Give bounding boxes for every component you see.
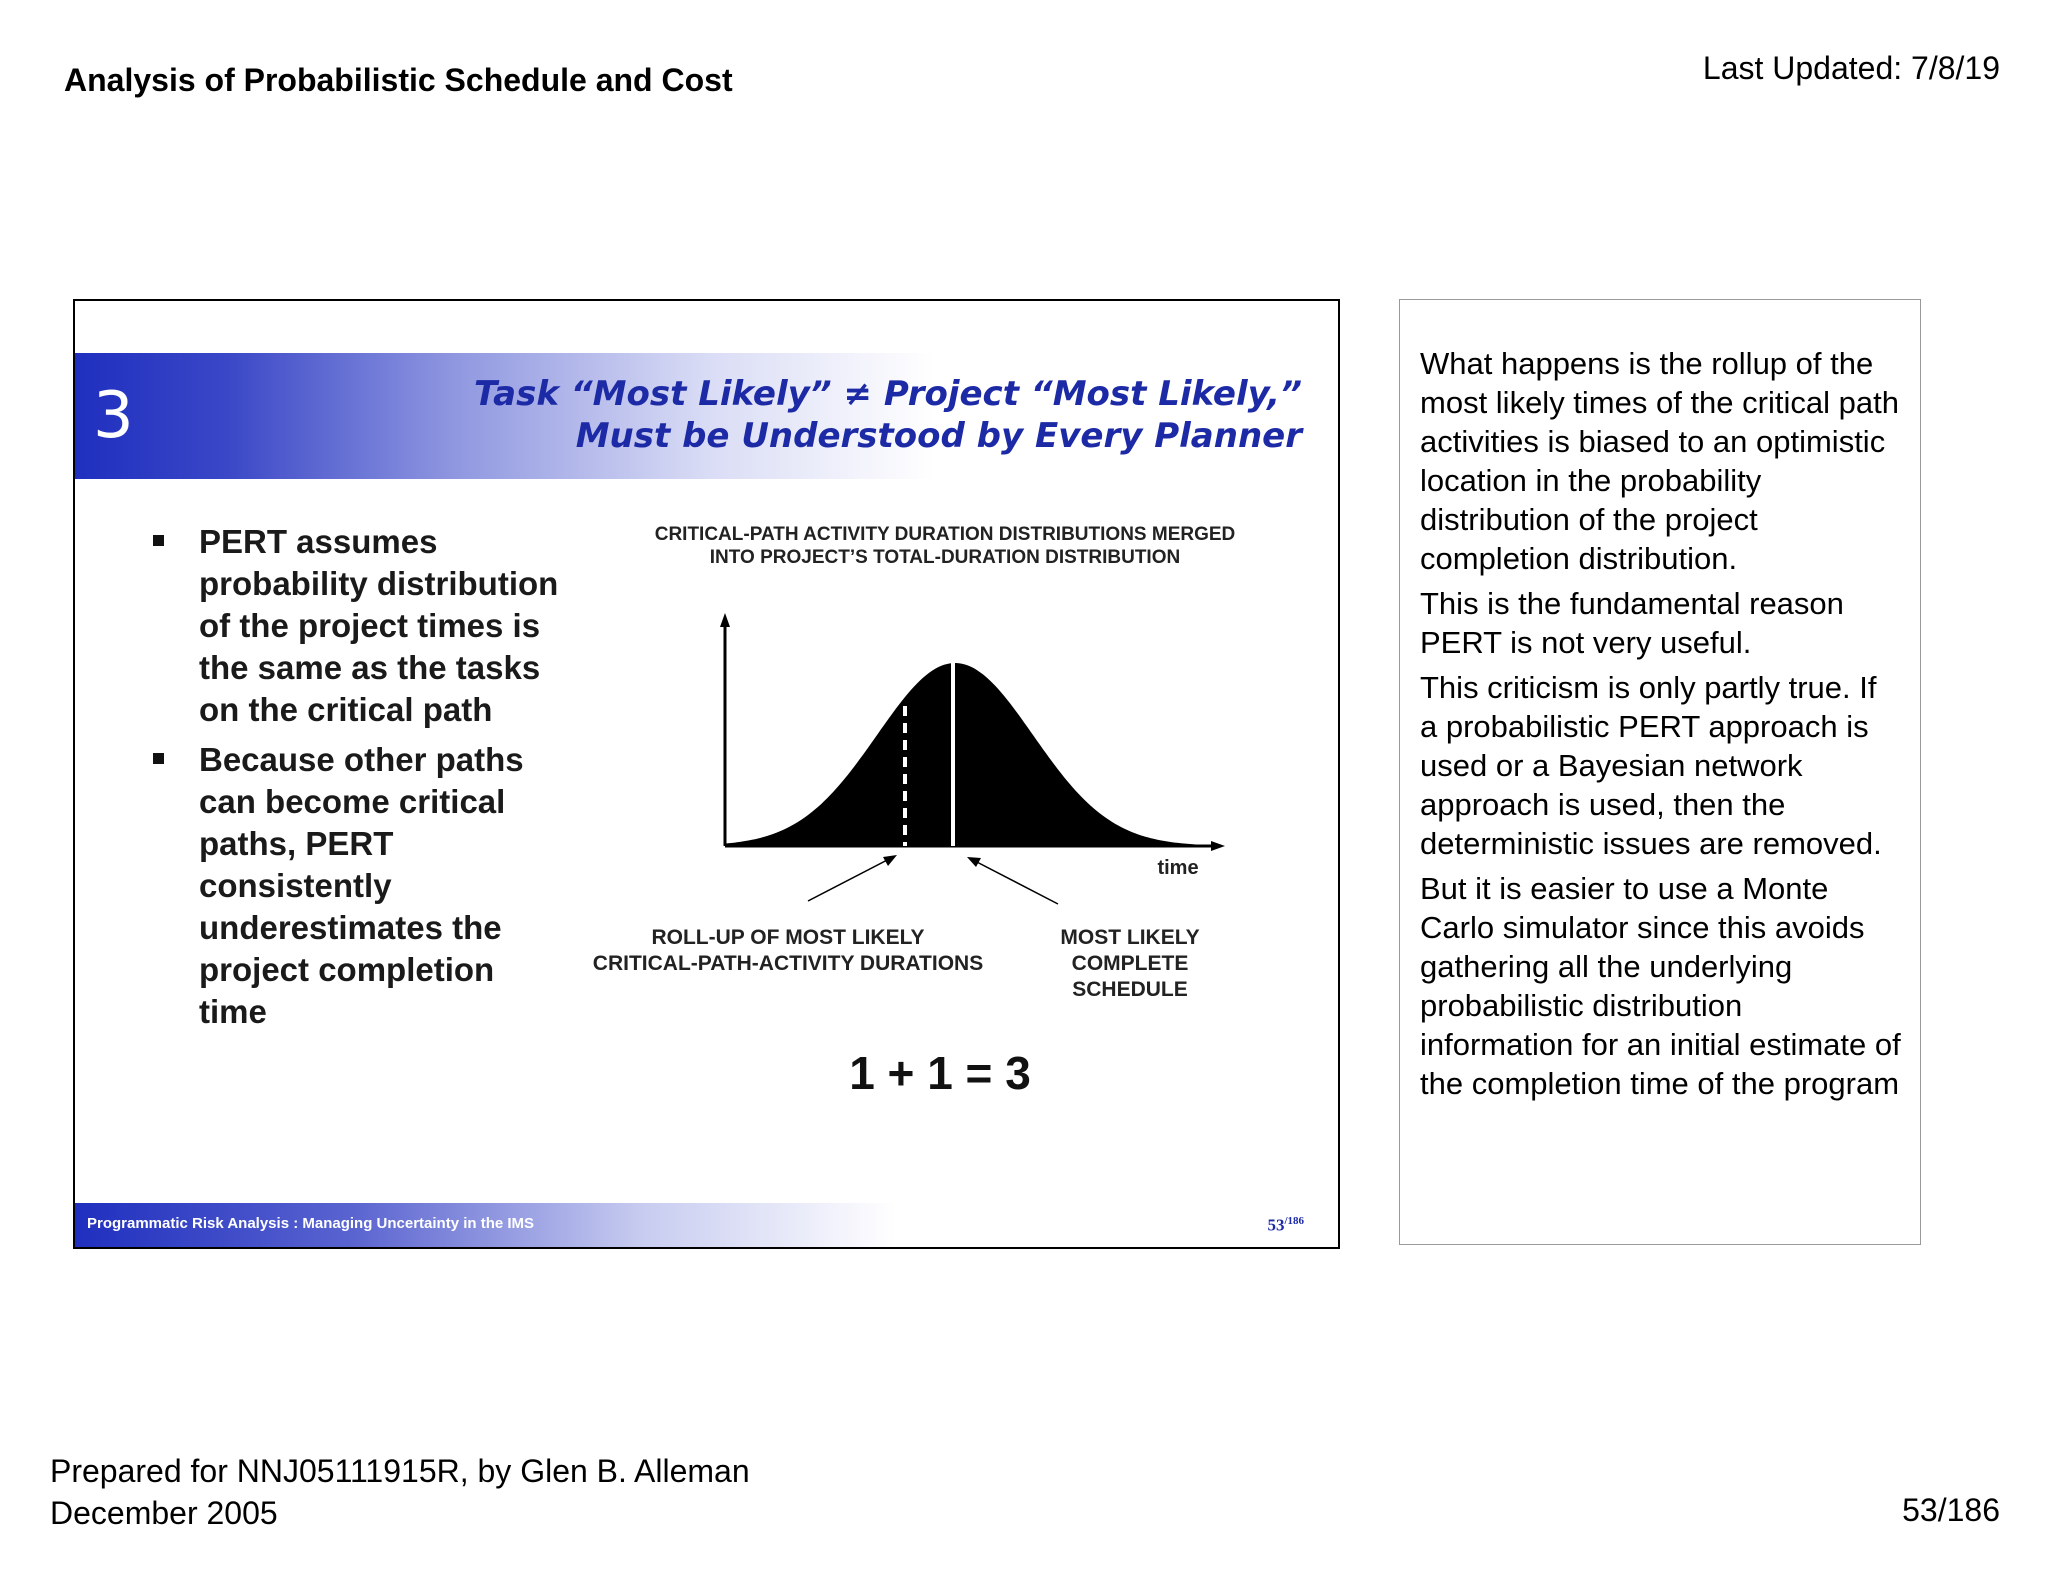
- slide-page-number: [1267, 1215, 1304, 1236]
- slide-page-current: 53: [1267, 1215, 1285, 1235]
- slide-image: [73, 299, 1340, 1249]
- slide-bullet-1-text: PERT assumes probability distribution of the project times is the same as the tasks on the critical path: [199, 523, 559, 728]
- chart-caption-line-1: CRITICAL-PATH ACTIVITY DURATION DISTRIBUTIONS MERGED: [654, 524, 1236, 545]
- slide-bullet-2-text: Because other paths can become critical paths, PERT consistently underestimates the project completion time: [199, 741, 524, 1030]
- document-title: Analysis of Probabilistic Schedule and Cost: [64, 62, 733, 98]
- rollup-label-line-2: CRITICAL-PATH-ACTIVITY DURATIONS: [592, 952, 984, 975]
- slide-footer-text: Programmatic Risk Analysis : Managing Uncertainty in the IMS: [87, 1215, 535, 1232]
- slide-title-line-2: Must be Understood by Every Planner: [575, 416, 1302, 456]
- page-number: 53/186: [1902, 1492, 2000, 1528]
- most-likely-pointer-line: [973, 860, 1058, 904]
- slide-title-line-1: Task “Most Likely” ≠ Project “Most Likely,”: [473, 374, 1302, 414]
- slide-section-number: 3: [93, 379, 134, 453]
- notes-paragraph-4: But it is easier to use a Monte Carlo simulator since this avoids gathering all the underlying probabilistic distribution information for an initial estimate of the completion time of the program: [1420, 871, 1901, 1101]
- notes-panel: [1399, 299, 1921, 1245]
- distribution-diagram: [75, 301, 1338, 1247]
- notes-paragraph-2: This is the fundamental reason PERT is not very useful.: [1420, 586, 1844, 660]
- y-axis-arrowhead: [720, 613, 730, 627]
- rollup-label-line-1: ROLL-UP OF MOST LIKELY: [651, 926, 925, 949]
- x-axis-label: time: [1157, 857, 1199, 879]
- most-likely-label-line-3: SCHEDULE: [1072, 978, 1188, 1001]
- x-axis-arrowhead: [1211, 841, 1225, 851]
- rollup-pointer-arrowhead: [883, 855, 897, 866]
- most-likely-pointer-arrowhead: [967, 857, 981, 867]
- last-updated: Last Updated: 7/8/19: [1702, 50, 2000, 86]
- rollup-pointer-line: [808, 857, 893, 901]
- most-likely-label-line-1: MOST LIKELY: [1060, 926, 1200, 949]
- chart-caption-line-2: INTO PROJECT’S TOTAL-DURATION DISTRIBUTION: [709, 547, 1181, 568]
- rollup-label: [563, 925, 1013, 977]
- most-likely-label-line-2: COMPLETE: [1071, 952, 1189, 975]
- prepared-by-line-2: December 2005: [50, 1495, 278, 1531]
- bell-curve: [725, 663, 1205, 846]
- slide-footer-bar: [75, 1203, 1338, 1247]
- slide-page-total: /186: [1284, 1215, 1304, 1227]
- prepared-by: [50, 1450, 750, 1534]
- notes-paragraph-3: This criticism is only partly true. If a probabilistic PERT approach is used or a Bayesian network approach is used, then the deterministic issues are removed.: [1420, 670, 1882, 861]
- most-likely-label: [1015, 925, 1245, 1003]
- equation: 1 + 1 = 3: [849, 1047, 1031, 1099]
- prepared-by-line-1: Prepared for NNJ05111915R, by Glen B. Alleman: [50, 1453, 750, 1489]
- notes-paragraph-1: What happens is the rollup of the most likely times of the critical path activities is biased to an optimistic location in the probability distribution of the project completion distribution.: [1420, 346, 1899, 576]
